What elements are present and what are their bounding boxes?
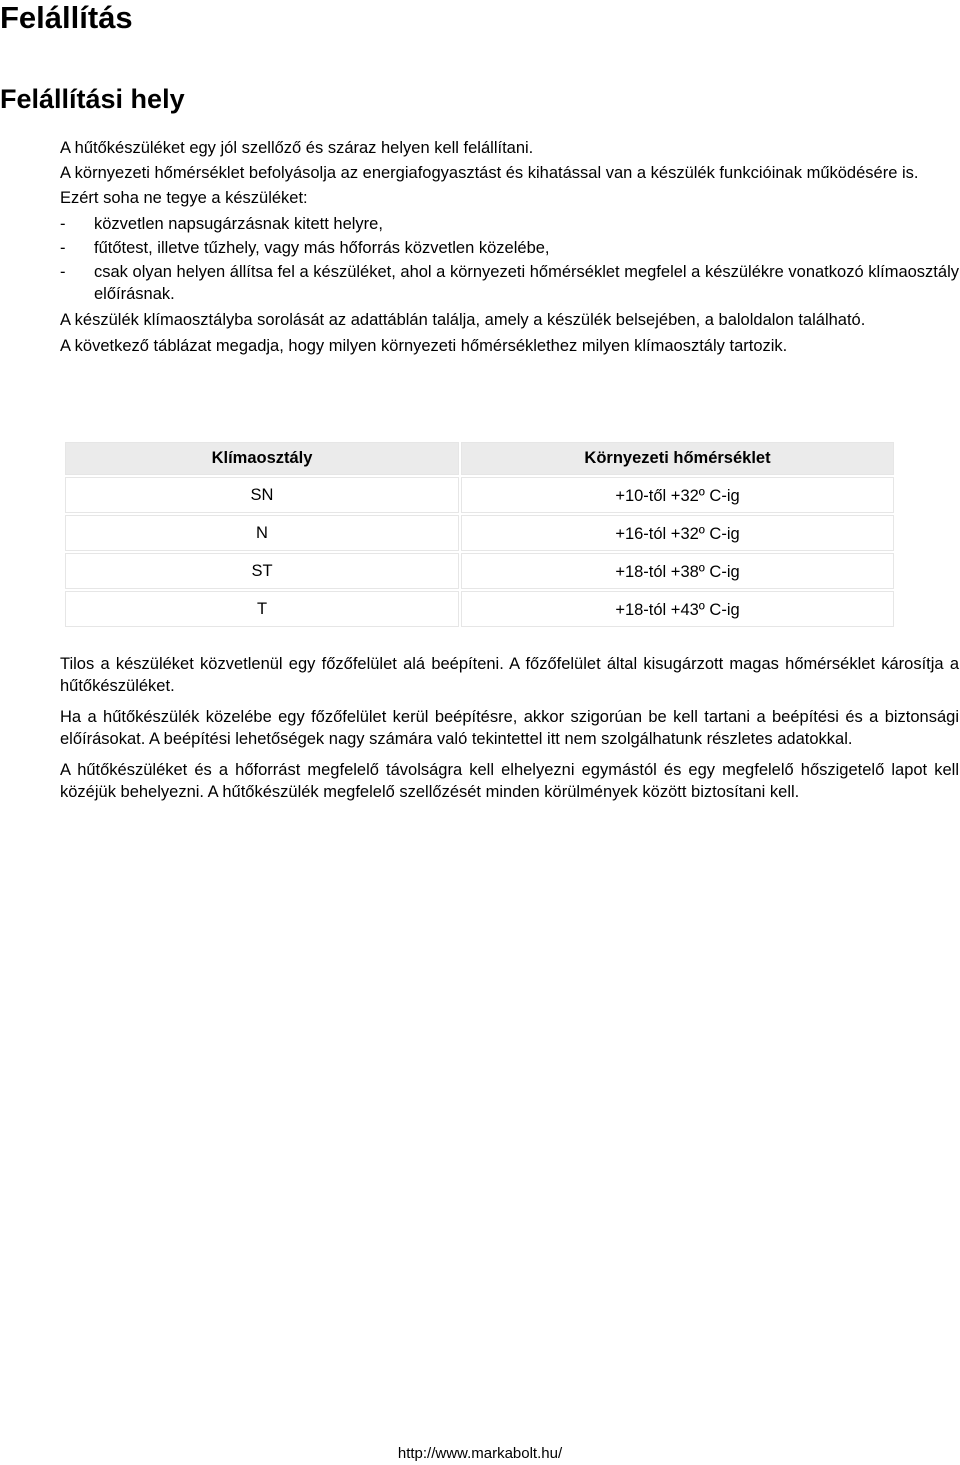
installation-notes-section	[60, 653, 959, 812]
cell-climate-class: SN	[65, 477, 459, 513]
list-item-text: közvetlen napsugárzásnak kitett helyre,	[94, 215, 383, 233]
page-title: Felállítás	[0, 0, 133, 35]
list-item	[60, 213, 959, 235]
cell-climate-class: T	[65, 591, 459, 627]
bullet-dash: -	[60, 215, 66, 233]
bullet-dash: -	[60, 239, 66, 257]
intro-section	[60, 137, 959, 357]
list-item	[60, 261, 959, 305]
footer-url: http://www.markabolt.hu/	[397, 1445, 563, 1462]
section-title: Felállítási hely	[0, 84, 185, 114]
climate-class-table-wrapper	[63, 440, 896, 629]
table-row	[65, 515, 894, 551]
cell-temperature: +10-től +32º C-ig	[461, 477, 894, 513]
placement-warning-list	[60, 213, 959, 305]
intro-paragraph-3: Ezért soha ne tegye a készüléket:	[60, 189, 308, 207]
list-item-text: csak olyan helyen állítsa fel a készüléket, ahol a környezeti hőmérséklet megfelel a készülékre vonatkozó klímaosztály előírásnak.	[94, 263, 959, 303]
notes-paragraph-2: Ha a hűtőkészülék közelébe egy főzőfelület kerül beépítésre, akkor szigorúan be kell tartani a beépítési és a biztonsági előírásokat. A beépítési lehetőségek nagy számára való tekintettel itt nem szolgálhatunk részletes adatokkal.	[60, 708, 959, 748]
cell-temperature: +16-tól +32º C-ig	[461, 515, 894, 551]
footer	[0, 1444, 960, 1464]
list-item	[60, 237, 959, 259]
bullet-dash: -	[60, 263, 66, 281]
notes-paragraph-3: A hűtőkészüléket és a hőforrást megfelelő távolságra kell elhelyezni egymástól és egy megfelelő hőszigetelő lapot kell közéjük behelyezni. A hűtőkészülék megfelelő szellőzését minden körülmények között biztosítani kell.	[60, 761, 959, 801]
header-ambient-temperature: Környezeti hőmérséklet	[461, 442, 894, 475]
cell-temperature: +18-tól +43º C-ig	[461, 591, 894, 627]
header-climate-class: Klímaosztály	[65, 442, 459, 475]
table-row	[65, 477, 894, 513]
climate-class-table	[63, 440, 896, 629]
table-intro-paragraph: A következő táblázat megadja, hogy milyen környezeti hőmérséklethez milyen klímaosztály tartozik.	[60, 337, 788, 355]
notes-paragraph-1: Tilos a készüléket közvetlenül egy főzőfelület alá beépíteni. A főzőfelület által kisugárzott magas hőmérséklet károsítja a hűtőkészüléket.	[60, 655, 959, 695]
cell-temperature: +18-tól +38º C-ig	[461, 553, 894, 589]
table-row	[65, 591, 894, 627]
table-row	[65, 553, 894, 589]
list-item-text: fűtőtest, illetve tűzhely, vagy más hőforrás közvetlen közelébe,	[94, 239, 550, 257]
cell-climate-class: N	[65, 515, 459, 551]
cell-climate-class: ST	[65, 553, 459, 589]
intro-paragraph-1: A hűtőkészüléket egy jól szellőző és száraz helyen kell felállítani.	[60, 139, 534, 157]
intro-paragraph-2: A környezeti hőmérséklet befolyásolja az energiafogyasztást és kihatással van a készülék funkcióinak működésére is.	[60, 164, 919, 182]
table-header-row	[65, 442, 894, 475]
climate-class-paragraph: A készülék klímaosztályba sorolását az adattáblán találja, amely a készülék belsejében, a baloldalon található.	[60, 311, 866, 329]
